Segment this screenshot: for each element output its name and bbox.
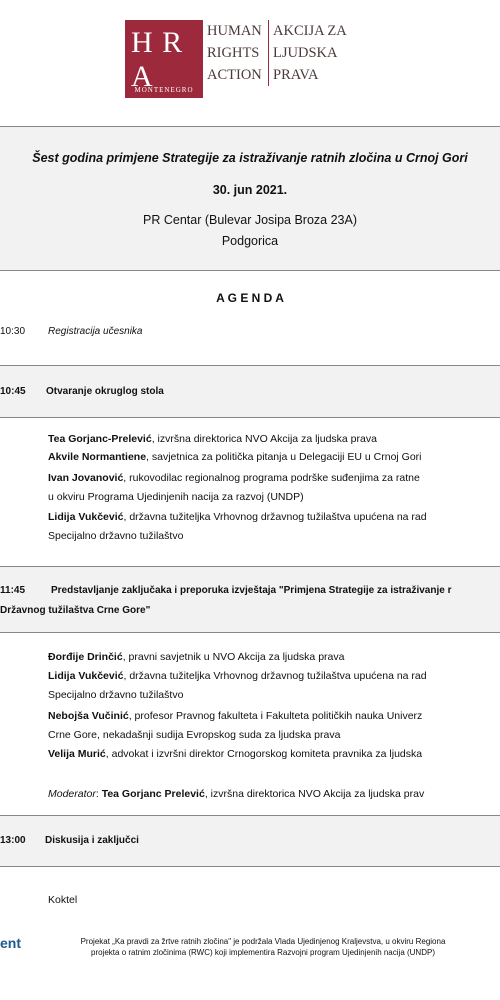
speaker: Nebojša Vučinić, profesor Pravnog fakulteta i Fakulteta političkih nauka Univerz [48,710,423,722]
logo-english-text [207,20,262,86]
speaker: Đorđije Drinčić, pravni savjetnik u NVO Akcija za ljudska prava [48,651,345,663]
speaker-continued: Specijalno državno tužilaštvo [48,689,184,701]
footer-line: projekta o ratnim zločinima (RWC) koji implementira Razvojni program Ujedinjenih nacija (UNDP) [91,948,435,957]
logo-letter-r: R [162,26,184,59]
event-title: Šest godina primjene Strategije za istraživanje ratnih zločina u Crnoj Gori [32,151,468,165]
event-header [0,127,500,270]
speaker: Lidija Vukčević, državna tužiteljka Vrhovnog državnog tužilaštva upućena na rad [48,670,427,682]
event-venue: PR Centar (Bulevar Josipa Broza 23A) [143,213,357,227]
logo-word: AKCIJA ZA [273,23,347,39]
session-label: Predstavljanje zaključaka i preporuka izvještaja "Primjena Strategije za istraživanje r [51,585,452,596]
session-band [0,567,500,632]
speaker-continued: Specijalno državno tužilaštvo [48,530,184,542]
logo-word: HUMAN [207,23,262,39]
session-label: Registracija učesnika [48,326,143,337]
agenda-heading: A G E N D A [216,291,284,305]
speaker: Ivan Jovanović, rukovodilac regionalnog programa podrške suđenjima za ratne [48,472,420,484]
event-date: 30. jun 2021. [212,183,288,197]
divider [0,417,500,418]
logo-word: RIGHTS [207,45,260,61]
logo-letter-h: H [131,26,154,59]
session-label: Otvaranje okruglog stola [46,386,164,397]
hra-logo [125,20,347,98]
logo-word: PRAVA [273,67,319,83]
moderator: Moderator: Tea Gorjanc Prelević, izvršna direktorica NVO Akcija za ljudska prav [48,788,425,800]
speaker: Velija Murić, advokat i izvršni direktor Crnogorskog komiteta pravnika za ljudska [48,748,423,760]
footer-note [26,936,500,958]
logo-word: ACTION [207,67,262,83]
speaker-continued: u okviru Programa Ujedinjenih nacija za razvoj (UNDP) [48,491,304,503]
logo-local-text [268,20,347,86]
speaker: Tea Gorjanc-Prelević, izvršna direktorica NVO Akcija za ljudska prava [48,433,377,445]
divider [0,632,500,633]
event-city: Podgorica [221,234,279,248]
closing-item: Koktel [48,894,78,906]
session-label-continued: Državnog tužilaštva Crne Gore" [0,605,151,616]
speaker-continued: Crne Gore, nekadašnji sudija Evropskog suda za ljudska prava [48,729,341,741]
footer-line: Projekat „Ka pravdi za žrtve ratnih zločina" je podržala Vlada Ujedinjenog Kraljevstva, u okviru Regiona [80,937,446,946]
logo-letter-a: A [131,60,154,93]
logo-montenegro: MONTENEGRO [134,86,194,94]
session-time: 13:00 [0,835,26,846]
speaker: Lidija Vukčević, državna tužiteljka Vrhovnog državnog tužilaštva upućena na rad [48,511,427,523]
speaker: Akvile Normantiene, savjetnica za politička pitanja u Delegaciji EU u Crnoj Gori [48,451,422,463]
hra-logo-mark [125,20,203,98]
hra-letters [131,26,203,94]
undp-logo-fragment: ent [0,935,21,951]
session-label: Diskusija i zaključci [45,835,139,846]
session-time: 10:30 [0,326,26,337]
logo-word: LJUDSKA [273,45,338,61]
session-time: 10:45 [0,386,26,397]
divider [0,866,500,867]
divider [0,270,500,271]
session-time: 11:45 [0,585,26,596]
